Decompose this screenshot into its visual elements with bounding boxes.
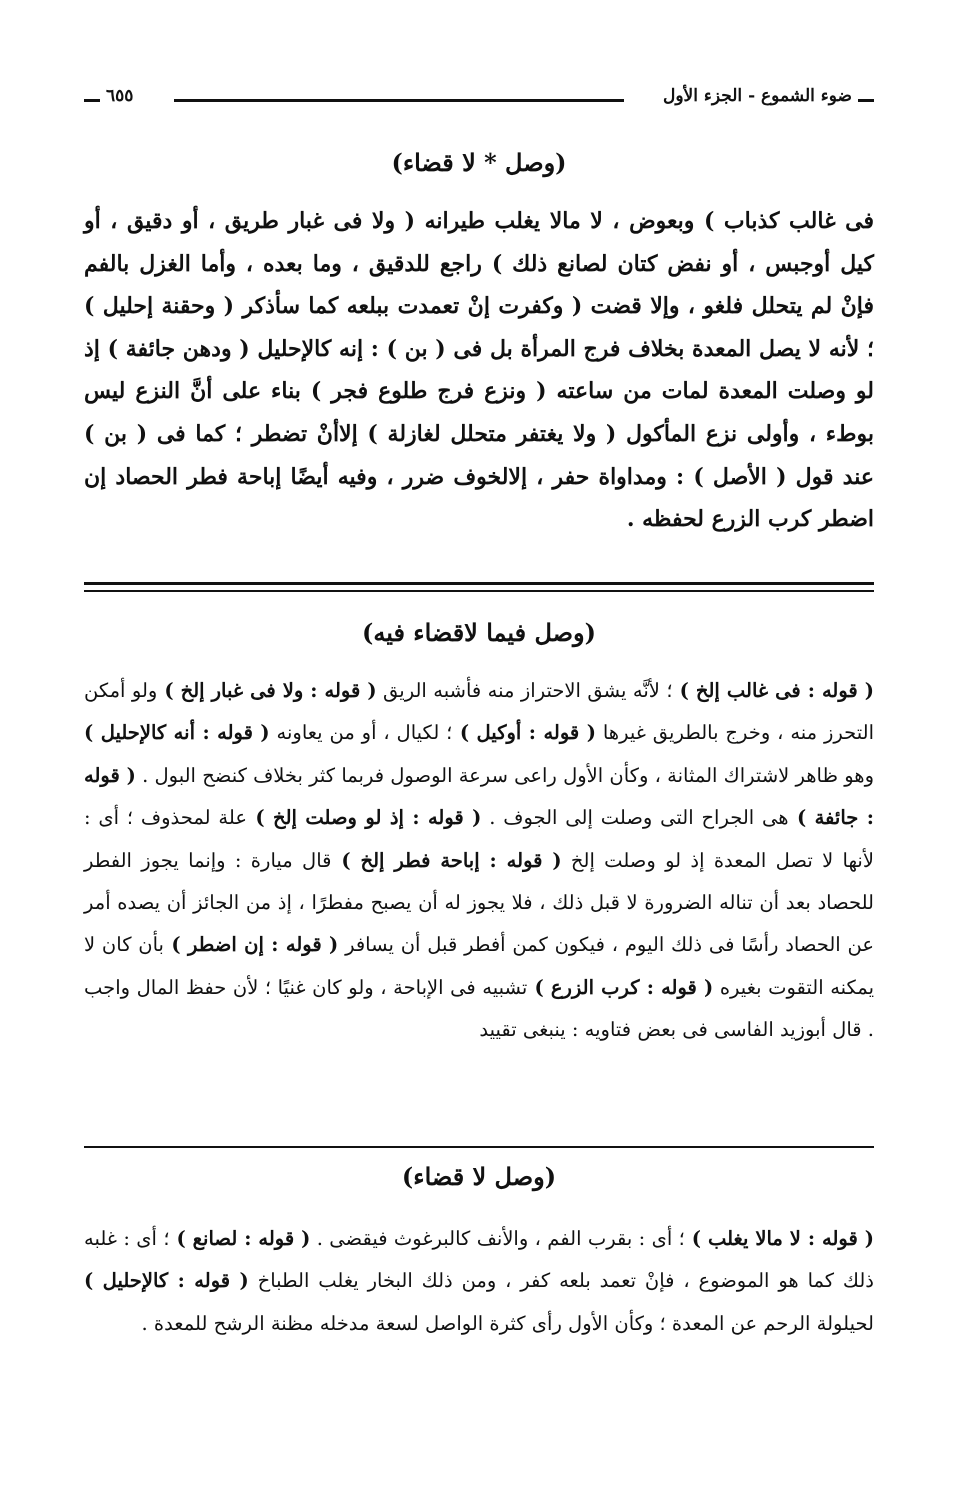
- gloss-text: علة لمحذوف ؛ أى : لأنها لا تصل المعدة إذ لو وصلت إلخ: [84, 806, 874, 872]
- main-text-block: [84, 200, 874, 541]
- cue-phrase: ( قوله : إباحة فطر إلخ ): [331, 848, 562, 872]
- header-rule: [174, 99, 624, 102]
- gloss-text: ؛ أى : غلبه ذلك كما هو الموضوع ، فإنْ تعمد بلعه كفر ، ومن ذلك البخار يغلب الطباخ: [84, 1227, 874, 1293]
- main-text-paragraph: فى غالب كذباب ) وبعوض ، لا مالا يغلب طيرانه ( ولا فى غبار طريق ، أو دقيق ، أو كيل أوجبس ، أو نفض كتان لصانع ذلك ) راجع للدقيق ، وما بعده ، وأما الغزل بالفم فإنْ لم يتحلل فلغو ، وإلا قضت ( وكفرت إنْ تعمدت ببلعه كما سأذكر ( وحقنة إحليل ) ؛ لأنه لا يصل المعدة بخلاف فرج المرأة بل فى ( بن ) : إنه كالإحليل ( ودهن جائفة ) إذ لو وصلت المعدة لمات من ساعته ( ونزع فرج طلوع فجر ) بناء على أنَّ النزع ليس بوطء ، وأولى نزع المأكول ( ولا يغتفر متحلل لغازلة ) إلاأنْ تضطر ؛ كما فى ( بن ) عند قول ( الأصل ) : ومداواة حفر ، إلالخوف ضرر ، وفيه أيضًا إباحة فطر الحصاد إن اضطر كرب الزرع لحفظه .: [84, 208, 874, 533]
- header-dash-right: [858, 99, 874, 102]
- gloss-text: ؛ أى : بقرب الفم ، والأنف كالبرغوث فيقضى .: [310, 1227, 685, 1250]
- header-dash-left: [84, 99, 100, 102]
- section-heading-2: (وصل فيما لاقضاء فيه): [362, 618, 596, 647]
- cue-phrase: ( قوله : فى غالب إلخ ): [672, 679, 875, 702]
- gloss-text: تشبيه فى الإباحة ، ولو كان غنيًا ؛ لأن حفظ المال واجب . قال أبوزيد الفاسى فى بعض فتاويه : ينبغى تقييد: [84, 975, 874, 1042]
- section-heading-1: (وصل * لا قضاء): [391, 148, 567, 177]
- double-rule-top: [84, 582, 874, 585]
- commentary-paragraph-2: [84, 1218, 874, 1345]
- cue-phrase: ( قوله : كالإحليل ): [84, 1269, 249, 1293]
- commentary-paragraph-1: [84, 670, 874, 1052]
- cue-phrase: ( قوله : إن اضطر ): [163, 933, 339, 957]
- cue-phrase: ( قوله : لصانع ): [169, 1227, 311, 1250]
- cue-phrase: ( قوله : أوكيل ): [452, 721, 596, 745]
- cue-phrase: ( قوله : جائفة ): [84, 763, 874, 830]
- page-number: ٦٥٥: [106, 86, 134, 106]
- cue-phrase: ( قوله : إذ لو وصلت إلخ ): [246, 806, 482, 830]
- gloss-text: بأن كان لا يمكنه التقوت بغيره: [84, 933, 875, 999]
- gloss-text: ولو أمكن التحرز منه ، وخرج بالطريق غيرها: [84, 679, 874, 745]
- gloss-text: ؛ لكيال ، أو من يعاونه: [269, 721, 453, 745]
- gloss-text: قال ميارة : وإنما يجوز الفطر للحصاد بعد أن تناله الضرورة لا قبل ذلك ، فلا يجوز له أن يصبح مفطرًا ، إذ من الجائز أن يصده أمر عن الحصاد رأسًا فى ذلك اليوم ، فيكون كمن أفطر قبل أن يسافر: [84, 848, 874, 957]
- running-header: [84, 86, 874, 114]
- cue-phrase: ( قوله : ولا فى غبار إلخ ): [157, 679, 377, 702]
- gloss-text: وهو ظاهر لاشتراك المثانة ، وكأن الأول راعى سرعة الوصول فربما كثر بخلاف كنضح البول .: [135, 763, 874, 787]
- cue-phrase: ( قوله : أنه كالإحليل ): [84, 721, 270, 745]
- cue-phrase: ( قوله : لا مالا يغلب ): [684, 1227, 875, 1250]
- gloss-text: لحيلولة الرحم عن المعدة ؛ وكأن الأول رأى كثرة الواصل لسعة مدخله مظنة الرشح للمعدة .: [141, 1311, 874, 1335]
- section-heading-3: (وصل لا قضاء): [401, 1162, 557, 1191]
- cue-phrase: ( قوله : كرب الزرع ): [527, 975, 714, 999]
- section-rule: [84, 1146, 874, 1148]
- gloss-text: هى الجراح التى وصلت إلى الجوف .: [481, 806, 789, 830]
- commentary-block-2: [84, 1218, 874, 1345]
- book-title: ضوء الشموع - الجزء الأول: [663, 86, 852, 106]
- commentary-block-1: [84, 670, 874, 1052]
- double-rule-bottom: [84, 590, 874, 592]
- gloss-text: ؛ لأنَّه يشق الاحتراز منه فأشبه الريق: [376, 679, 673, 702]
